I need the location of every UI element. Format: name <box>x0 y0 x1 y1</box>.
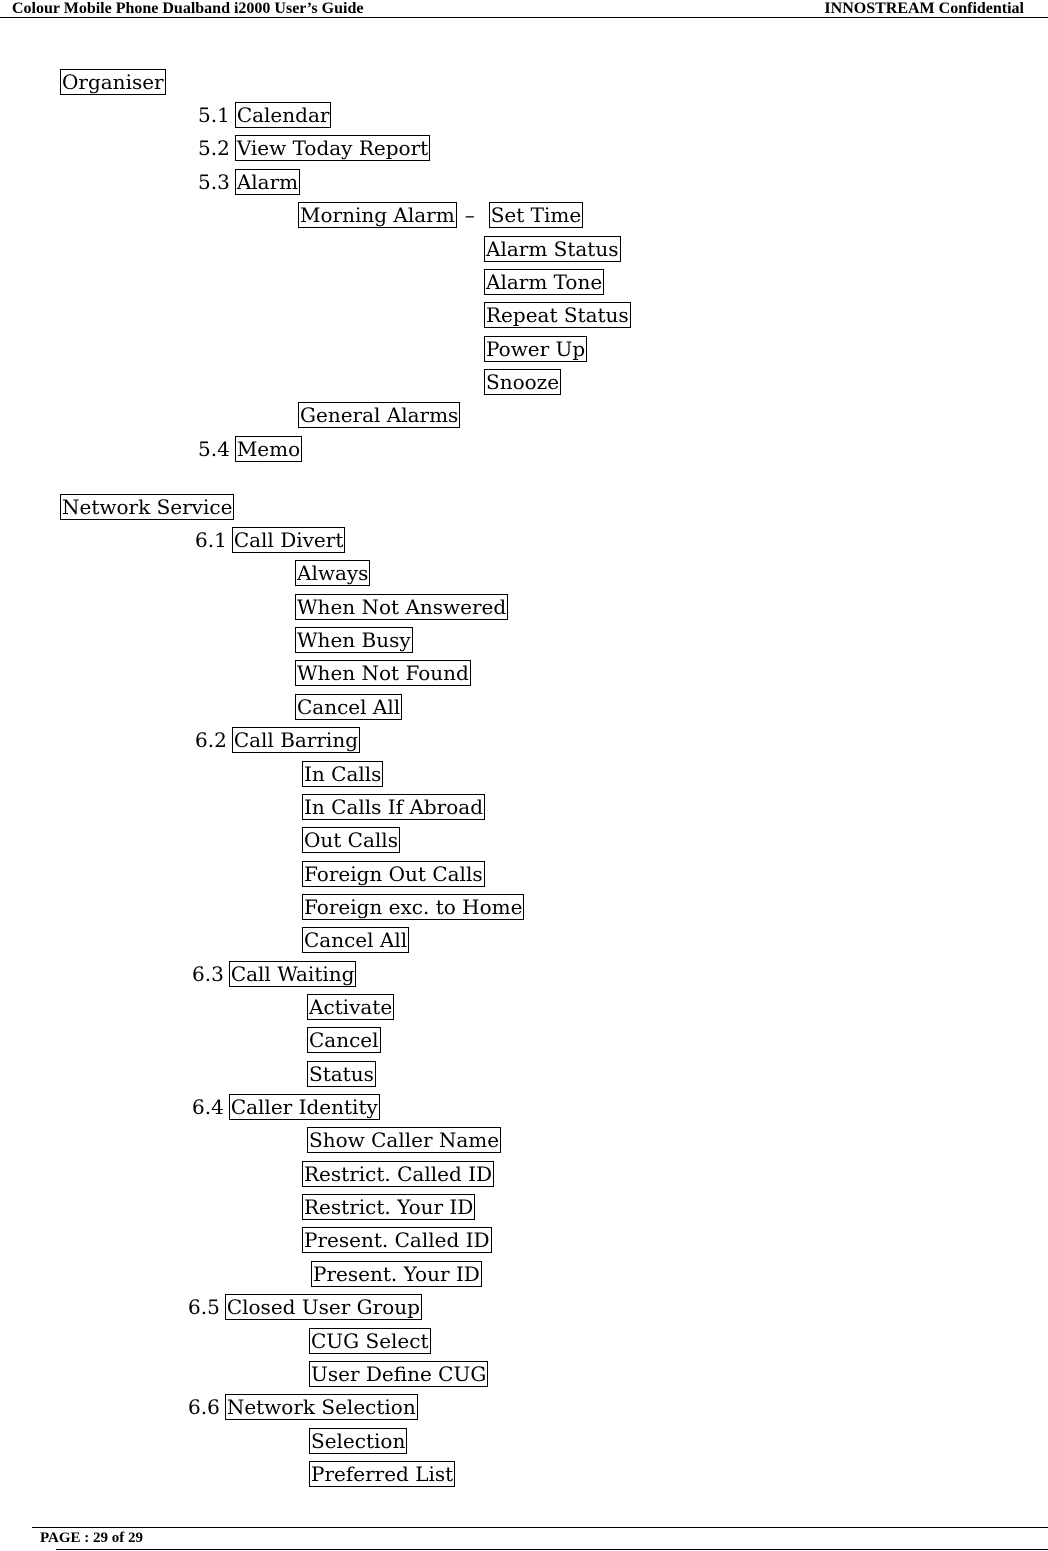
menu-alarm-tone: Alarm Tone <box>486 270 603 294</box>
submenu-row <box>309 1328 431 1354</box>
menu-number: 5.3 <box>198 170 230 194</box>
submenu-row <box>295 660 471 686</box>
menu-when-not-found: When Not Found <box>297 661 469 685</box>
submenu-row <box>295 594 508 620</box>
menu-snooze: Snooze <box>486 370 560 394</box>
menu-organiser <box>60 69 166 95</box>
submenu-row <box>309 1361 488 1387</box>
menu-number: 6.1 <box>195 528 227 552</box>
menu-restrict-called-id: Restrict. Called ID <box>304 1162 493 1186</box>
menu-network-service <box>60 494 234 520</box>
submenu-row <box>307 1061 376 1087</box>
submenu-row <box>295 560 370 586</box>
submenu-row <box>302 1161 494 1187</box>
menu-6-3 <box>192 961 356 987</box>
menu-alarm-status: Alarm Status <box>486 237 619 261</box>
submenu-row <box>302 861 485 887</box>
menu-selection: Selection <box>311 1429 406 1453</box>
menu-number: 6.6 <box>188 1395 220 1419</box>
footer-rule <box>32 1527 1048 1528</box>
menu-call-divert: Call Divert <box>233 528 344 552</box>
submenu-row <box>307 1127 501 1153</box>
footer-rule-bottom <box>56 1549 1048 1550</box>
submenu-row <box>302 1227 492 1253</box>
submenu-row <box>295 627 413 653</box>
menu-view-today-report: View Today Report <box>236 136 429 160</box>
menu-cancel-all-barring: Cancel All <box>304 928 408 952</box>
menu-user-define-cug: User Define CUG <box>311 1362 487 1386</box>
menu-cancel: Cancel <box>309 1028 379 1052</box>
header-rule <box>0 17 1048 18</box>
menu-memo: Memo <box>236 437 301 461</box>
menu-when-not-answered: When Not Answered <box>297 595 507 619</box>
menu-restrict-your-id: Restrict. Your ID <box>304 1195 474 1219</box>
menu-present-your-id: Present. Your ID <box>313 1262 480 1286</box>
menu-number: 6.2 <box>195 728 227 752</box>
menu-6-1 <box>195 527 345 553</box>
menu-6-6 <box>188 1394 418 1420</box>
menu-always: Always <box>297 561 369 585</box>
submenu-row <box>307 994 394 1020</box>
menu-dash: – <box>464 203 475 227</box>
menu-network-service-label: Network Service <box>62 495 233 519</box>
menu-power-up-row <box>484 336 587 362</box>
submenu-row <box>302 1194 475 1220</box>
submenu-row <box>309 1461 455 1487</box>
doc-header-title: Colour Mobile Phone Dualband i2000 User’s Guide <box>12 0 364 17</box>
submenu-row <box>295 694 402 720</box>
menu-number: 5.2 <box>198 136 230 160</box>
menu-power-up: Power Up <box>486 337 586 361</box>
menu-out-calls: Out Calls <box>304 828 398 852</box>
menu-caller-identity: Caller Identity <box>230 1095 378 1119</box>
menu-5-1 <box>198 102 331 128</box>
menu-repeat-status: Repeat Status <box>486 303 629 327</box>
menu-network-selection: Network Selection <box>226 1395 416 1419</box>
menu-in-calls-if-abroad: In Calls If Abroad <box>304 795 484 819</box>
menu-call-barring: Call Barring <box>233 728 359 752</box>
menu-preferred-list: Preferred List <box>311 1462 454 1486</box>
menu-6-4 <box>192 1094 380 1120</box>
menu-when-busy: When Busy <box>297 628 411 652</box>
menu-activate: Activate <box>309 995 393 1019</box>
submenu-row <box>307 1027 381 1053</box>
submenu-row <box>302 927 409 953</box>
menu-foreign-exc-to-home: Foreign exc. to Home <box>304 895 523 919</box>
submenu-row <box>302 894 524 920</box>
submenu-row <box>302 794 485 820</box>
submenu-row <box>302 761 383 787</box>
submenu-row <box>302 827 400 853</box>
menu-set-time: Set Time <box>490 203 582 227</box>
menu-status: Status <box>309 1062 374 1086</box>
menu-alarm-status-row <box>484 236 621 262</box>
menu-organiser-label: Organiser <box>62 70 164 94</box>
menu-cug-select: CUG Select <box>311 1329 429 1353</box>
menu-6-5 <box>188 1294 422 1320</box>
submenu-row <box>309 1428 407 1454</box>
menu-alarm: Alarm <box>236 170 299 194</box>
menu-number: 6.3 <box>192 962 224 986</box>
menu-5-3 <box>198 169 300 195</box>
menu-general-alarms-row <box>298 402 460 428</box>
menu-number: 5.4 <box>198 437 230 461</box>
menu-5-2 <box>198 135 430 161</box>
menu-number: 6.4 <box>192 1095 224 1119</box>
menu-number: 6.5 <box>188 1295 220 1319</box>
submenu-row <box>311 1261 482 1287</box>
menu-call-waiting: Call Waiting <box>230 962 355 986</box>
menu-foreign-out-calls: Foreign Out Calls <box>304 862 483 886</box>
menu-present-called-id: Present. Called ID <box>304 1228 490 1252</box>
menu-alarm-tone-row <box>484 269 604 295</box>
menu-morning-alarm-row <box>298 202 583 228</box>
page-number: PAGE : 29 of 29 <box>40 1530 144 1546</box>
menu-in-calls: In Calls <box>304 762 382 786</box>
menu-closed-user-group: Closed User Group <box>226 1295 420 1319</box>
menu-5-4 <box>198 436 302 462</box>
menu-6-2 <box>195 727 360 753</box>
doc-header-confidential: INNOSTREAM Confidential <box>824 0 1024 17</box>
menu-snooze-row <box>484 369 561 395</box>
menu-repeat-status-row <box>484 302 631 328</box>
menu-show-caller-name: Show Caller Name <box>309 1128 500 1152</box>
menu-general-alarms: General Alarms <box>300 403 459 427</box>
menu-morning-alarm: Morning Alarm <box>300 203 455 227</box>
menu-cancel-all-divert: Cancel All <box>297 695 401 719</box>
menu-number: 5.1 <box>198 103 230 127</box>
menu-calendar: Calendar <box>236 103 330 127</box>
